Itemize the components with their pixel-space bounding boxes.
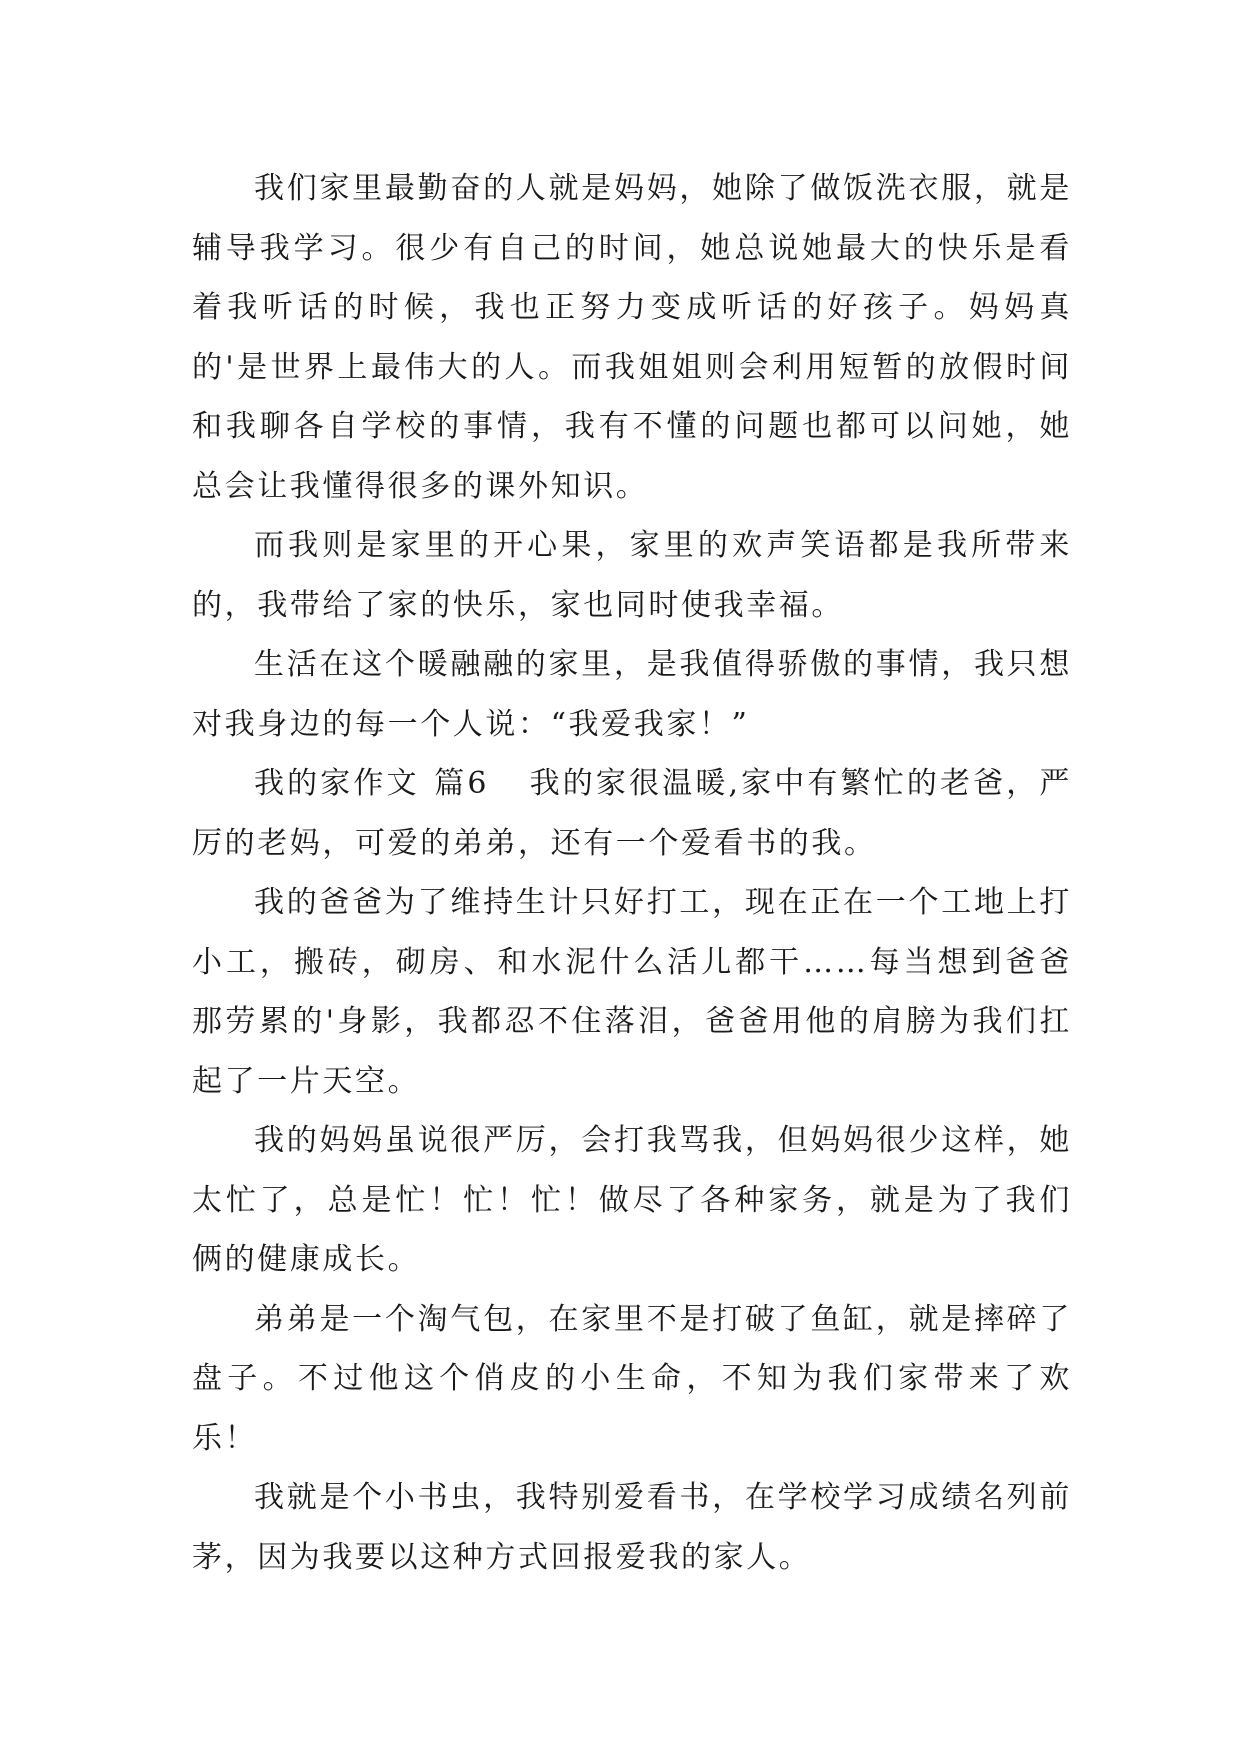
section-number: 篇6 <box>433 766 490 801</box>
section-first-text: 我的家很温暖,家中有繁忙的老爸，严厉的老妈，可爱的弟弟，还有一个爱看书的我。 <box>192 766 1072 861</box>
section-heading-paragraph <box>192 754 1072 873</box>
paragraph-happy-fruit: 而我则是家里的开心果，家里的欢声笑语都是我所带来的，我带给了家的快乐，家也同时使我幸福。 <box>192 528 1072 623</box>
paragraph-father: 我的爸爸为了维持生计只好打工，现在正在一个工地上打小工，搬砖，砌房、和水泥什么活儿都干……每当想到爸爸那劳累的'身影，我都忍不住落泪，爸爸用他的肩膀为我们扛起了一片天空。 <box>192 885 1072 1099</box>
paragraph-bookworm: 我就是个小书虫，我特别爱看书，在学校学习成绩名列前茅，因为我要以这种方式回报爱我的家人。 <box>192 1480 1072 1575</box>
document-body <box>192 159 1072 1587</box>
section-title: 我的家作文 <box>254 766 420 801</box>
paragraph-mother: 我们家里最勤奋的人就是妈妈，她除了做饭洗衣服，就是辅导我学习。很少有自己的时间，她总说她最大的快乐是看着我听话的时候，我也正努力变成听话的好孩子。妈妈真的'是世界上最伟大的人。而我姐姐则会利用短暂的放假时间和我聊各自学校的事情，我有不懂的问题也都可以问她，她总会让我懂得很多的课外知识。 <box>192 171 1072 504</box>
paragraph-brother: 弟弟是一个淘气包，在家里不是打破了鱼缸，就是摔碎了盘子。不过他这个俏皮的小生命，不知为我们家带来了欢乐！ <box>192 1301 1072 1456</box>
paragraph-love-home: 生活在这个暖融融的家里，是我值得骄傲的事情，我只想对我身边的每一个人说：“我爱我家！” <box>192 647 1072 742</box>
paragraph-strict-mother: 我的妈妈虽说很严厉，会打我骂我，但妈妈很少这样，她太忙了，总是忙！忙！忙！做尽了各种家务，就是为了我们俩的健康成长。 <box>192 1123 1072 1277</box>
